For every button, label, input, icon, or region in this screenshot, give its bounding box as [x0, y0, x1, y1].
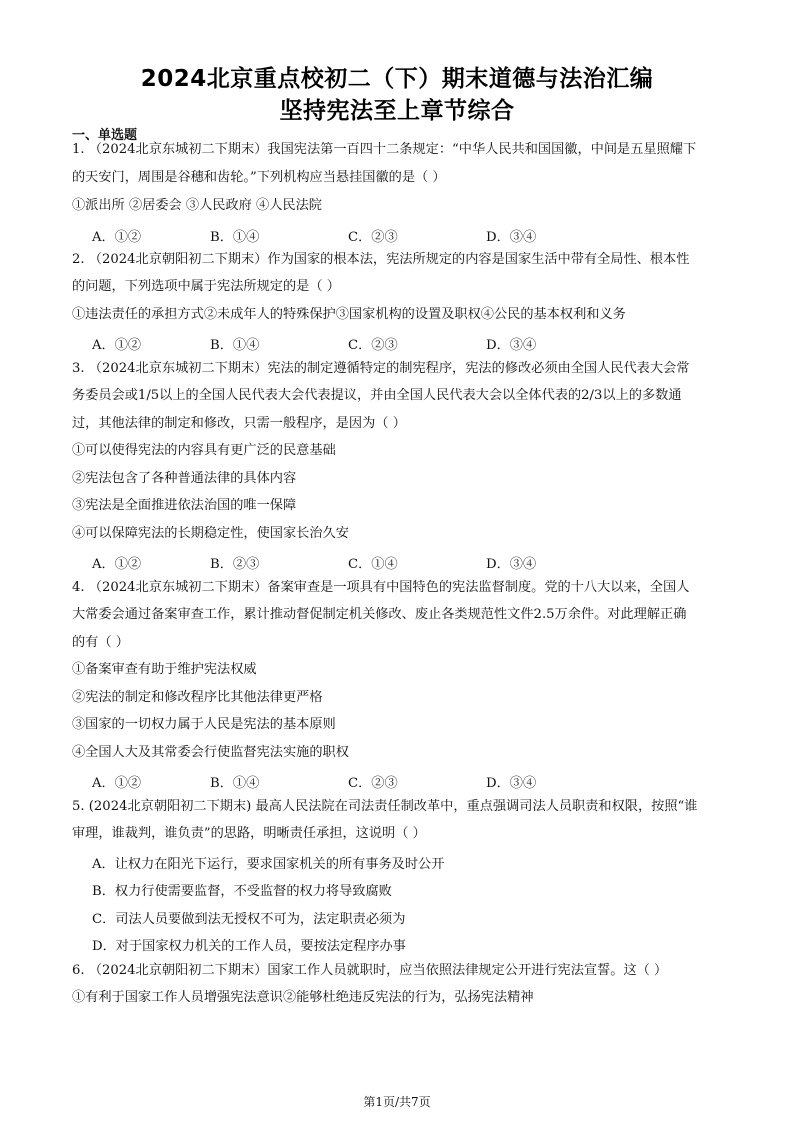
- question-items: ①违法责任的承担方式②未成年人的特殊保护③国家机构的设置及职权④公民的基本权利和义务: [72, 307, 626, 322]
- question-text: 的问题，下列选项中属于宪法所规定的是（ ）: [72, 279, 340, 294]
- question-items: ①有利于国家工作人员增强宪法意识②能够杜绝违反宪法的行为，弘扬宪法精神: [72, 990, 534, 1005]
- question-item: ①可以使得宪法的内容具有更广泛的民意基础: [72, 443, 336, 458]
- question-item: ②宪法的制定和修改程序比其他法律更严格: [72, 690, 323, 705]
- page-subtitle: 坚持宪法至上章节综合: [279, 98, 515, 124]
- question-text: 的天安门，周围是谷穗和齿轮。”下列机构应当悬挂国徽的是（ ）: [72, 170, 446, 185]
- option-a: A．①②: [92, 557, 142, 572]
- question-text: 审理，谁裁判，谁负责”的思路，明晰责任承担，这说明（ ）: [72, 826, 426, 841]
- option-b: B．权力行使需要监督，不受监督的权力将导致腐败: [92, 884, 392, 899]
- option-c: C．司法人员要做到法无授权不可为，法定职责必须为: [92, 912, 406, 927]
- option-b: B．①④: [210, 338, 260, 353]
- question-text: 4. （2024北京东城初二下期末）备案审查是一项具有中国特色的宪法监督制度。党的十八大以来，全国人: [72, 580, 690, 595]
- option-c: C．②③: [348, 338, 398, 353]
- question-item: ④全国人大及其常委会行使监督宪法实施的职权: [72, 745, 349, 760]
- option-a: A．①②: [92, 230, 142, 245]
- option-a: A．①②: [92, 338, 142, 353]
- option-d: D．③④: [486, 557, 537, 572]
- option-c: C．②③: [348, 776, 398, 791]
- page-number: 第1页/共7页: [363, 1095, 431, 1109]
- option-c: C．①④: [348, 557, 398, 572]
- question-text: 大常委会通过备案审查工作，累计推动督促制定机关修改、废止各类规范性文件2.5万余件。对此理解正确: [72, 607, 687, 622]
- option-a: A．①②: [92, 776, 142, 791]
- option-c: C．②③: [348, 230, 398, 245]
- question-text: 过，其他法律的制定和修改，只需一般程序，是因为（ ）: [72, 416, 406, 431]
- question-item: ①备案审查有助于维护宪法权威: [72, 662, 257, 677]
- question-item: ③国家的一切权力属于人民是宪法的基本原则: [72, 717, 336, 732]
- question-items: ①派出所 ②居委会 ③人民政府 ④人民法院: [72, 198, 322, 213]
- option-d: D．③④: [486, 776, 537, 791]
- question-text: 2. （2024北京朝阳初二下期末）作为国家的根本法，宪法所规定的内容是国家生活中带有全局性、根本性: [72, 252, 690, 267]
- question-item: ②宪法包含了各种普通法律的具体内容: [72, 471, 297, 486]
- option-d: D．③④: [486, 338, 537, 353]
- question-text: 6. （2024北京朝阳初二下期末）国家工作人员就职时，应当依照法律规定公开进行宪法宣誓。这（ ）: [72, 963, 668, 978]
- option-d: D．对于国家权力机关的工作人员，要按法定程序办事: [92, 939, 406, 954]
- question-item: ③宪法是全面推进依法治国的唯一保障: [72, 498, 297, 513]
- section-heading: 一、单选题: [72, 128, 138, 143]
- page-title: 2024北京重点校初二（下）期末道德与法治汇编: [140, 66, 654, 92]
- question-text: 1. （2024北京东城初二下期末）我国宪法第一百四十二条规定：“中华人民共和国国徽，中间是五星照耀下: [72, 142, 697, 157]
- question-text: 3. （2024北京东城初二下期末）宪法的制定遵循特定的制宪程序，宪法的修改必须由全国人民代表大会常: [72, 361, 690, 376]
- option-b: B．①④: [210, 776, 260, 791]
- question-text: 务委员会或1/5以上的全国人民代表大会代表提议，并由全国人民代表大会以全体代表的2/3以上的多数通: [72, 388, 682, 403]
- option-b: B．①④: [210, 230, 260, 245]
- option-a: A．让权力在阳光下运行，要求国家机关的所有事务及时公开: [92, 857, 445, 872]
- question-text: 的有（ ）: [72, 635, 129, 650]
- option-b: B．②③: [210, 557, 260, 572]
- option-d: D．③④: [486, 230, 537, 245]
- question-item: ④可以保障宪法的长期稳定性，使国家长治久安: [72, 526, 349, 541]
- question-text: 5. (2024北京朝阳初二下期末) 最高人民法院在司法责任制改革中，重点强调司法人员职责和权限，按照“谁: [72, 799, 698, 814]
